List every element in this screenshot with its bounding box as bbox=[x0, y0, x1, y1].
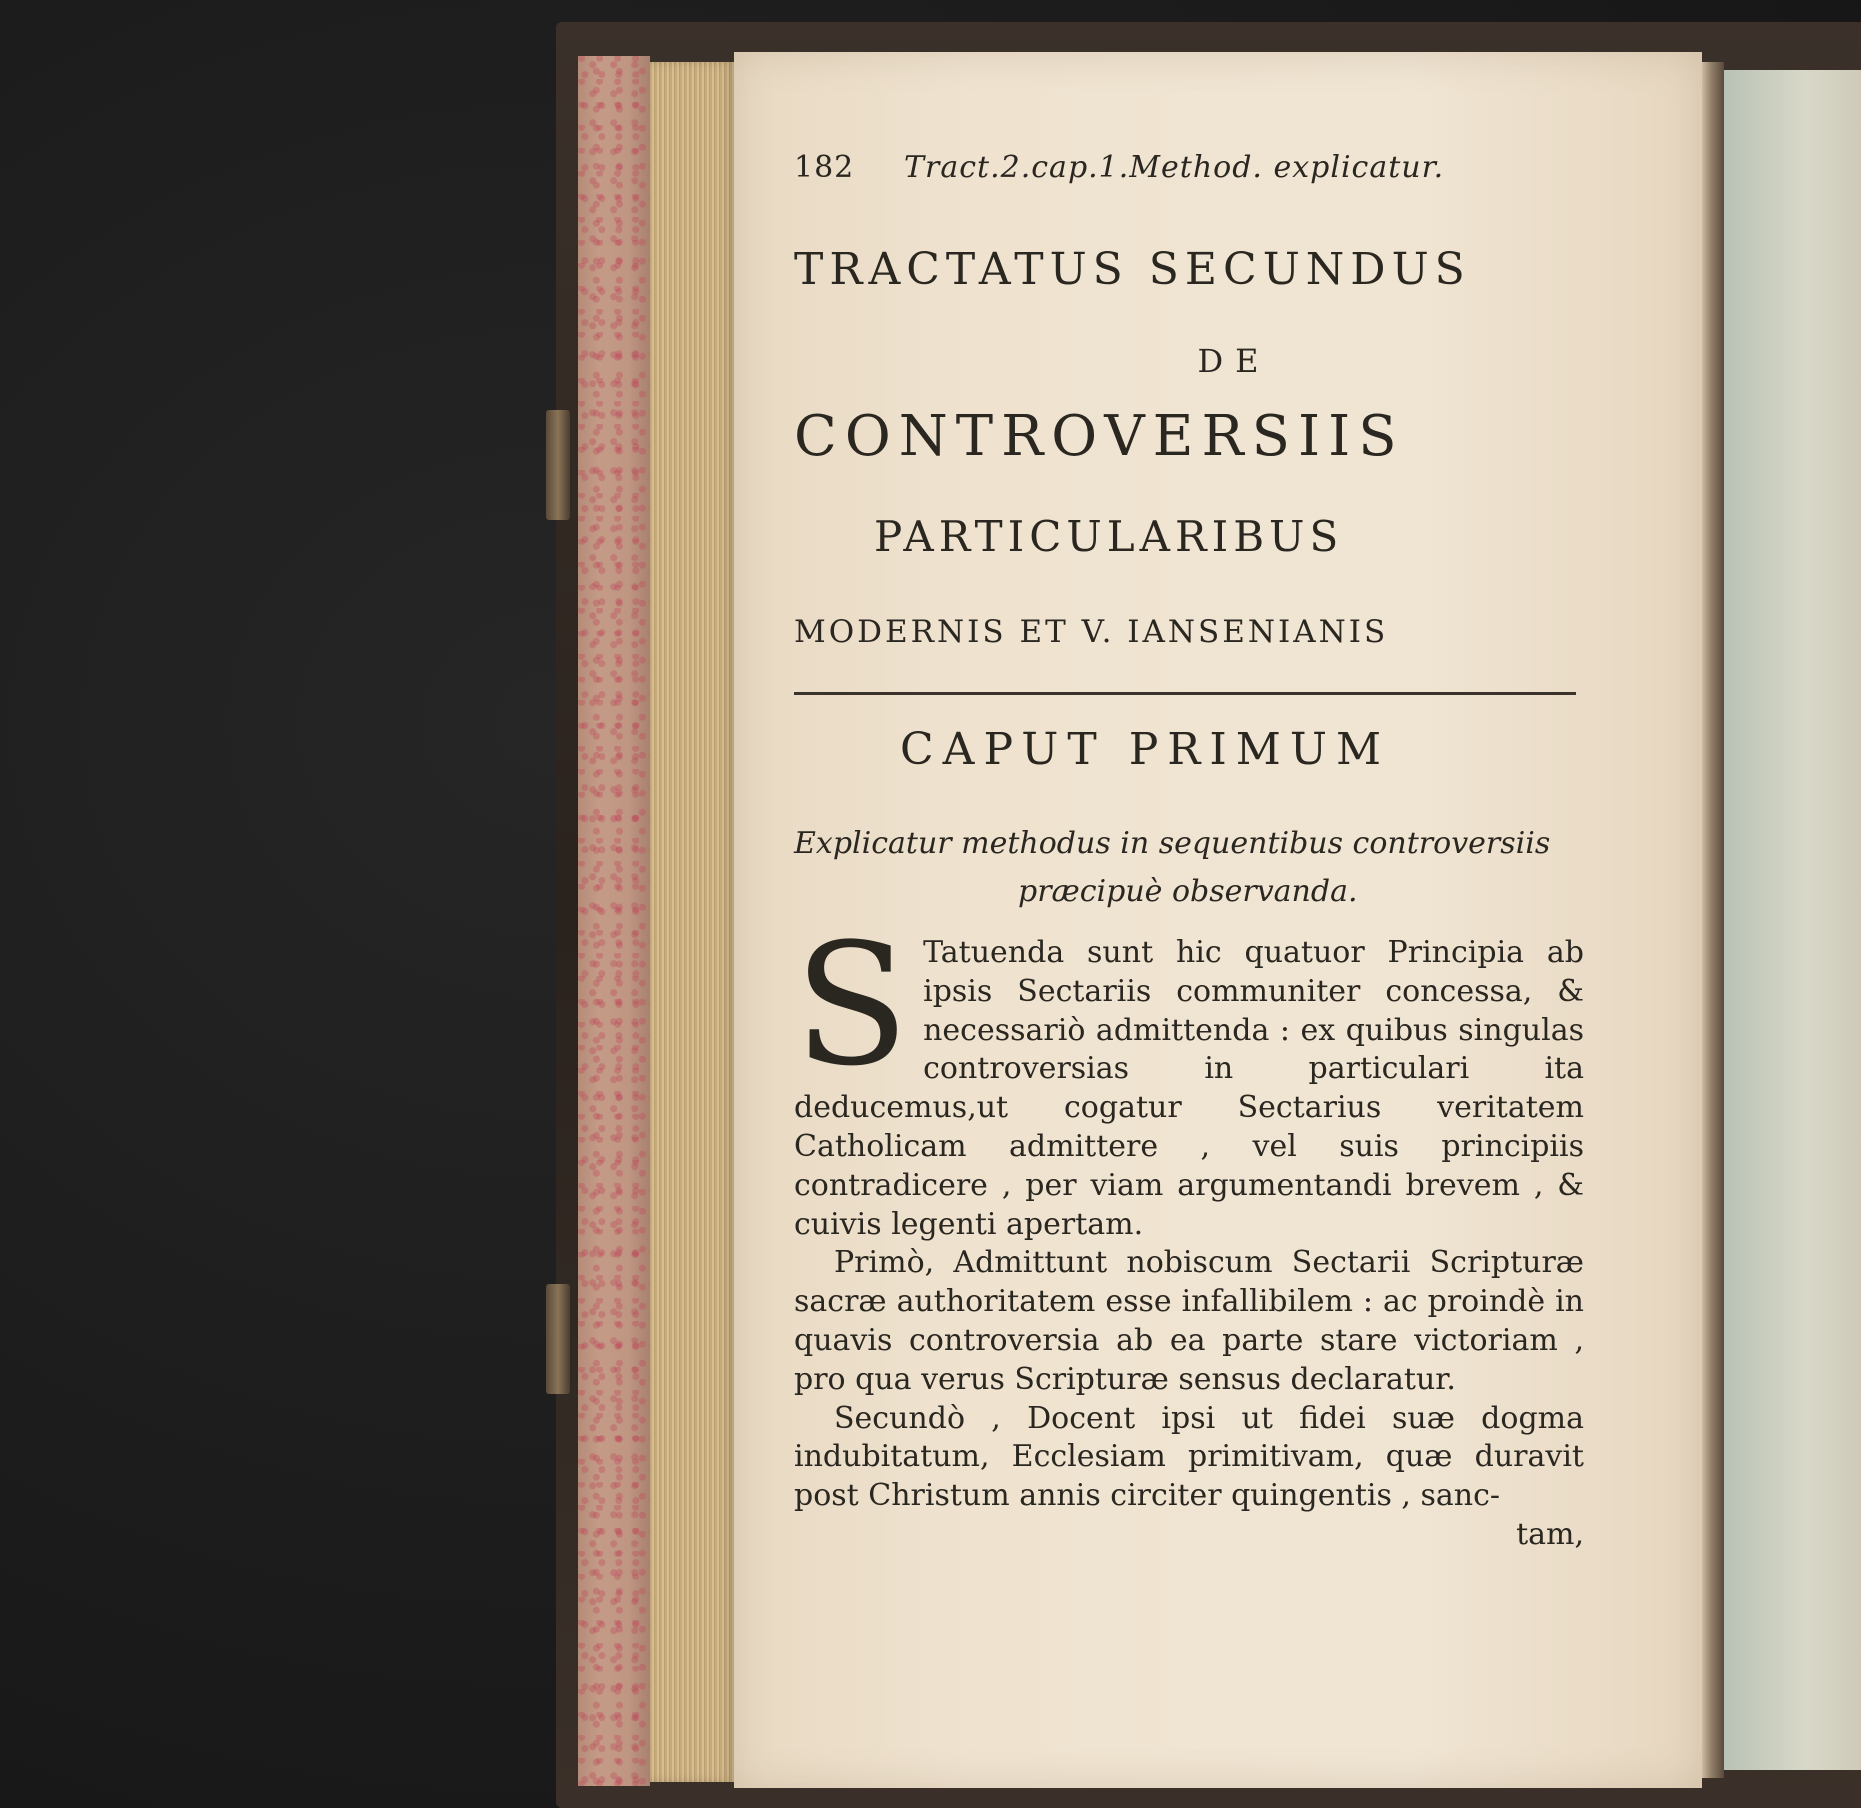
right-page-edge bbox=[1724, 70, 1861, 1770]
page-edges bbox=[650, 62, 734, 1782]
running-head bbox=[794, 150, 1494, 190]
subtitle-line-1: Explicatur methodus in sequentibus controversiis bbox=[794, 826, 1551, 861]
subtitle-line-2: præcipuè observanda. bbox=[1018, 874, 1358, 909]
paragraph-2: Primò, Admittunt nobiscum Sectarii Scripturæ sacræ authoritatem esse infallibilem : ac proindè in quavis controversia ab ea parte stare victoriam , pro qua verus Scripturæ sensus declaratur. bbox=[794, 1245, 1584, 1397]
left-page bbox=[734, 52, 1702, 1788]
clasp-top bbox=[546, 410, 570, 520]
chapter-heading: CAPUT PRIMUM bbox=[900, 724, 1390, 775]
running-head-text: Tract.2.cap.1.Method. explicatur. bbox=[904, 150, 1445, 185]
drop-cap: S bbox=[794, 907, 910, 1103]
title-line-1: TRACTATUS SECUNDUS bbox=[794, 244, 1471, 295]
page-number: 182 bbox=[794, 150, 855, 185]
body-text bbox=[794, 907, 1584, 1555]
chapter-subtitle bbox=[794, 820, 1674, 916]
speckled-fore-edge bbox=[578, 56, 650, 1786]
paragraph-1-text: Tatuenda sunt hic quatuor Principia ab ipsis Sectariis communiter concessa, & necessariò admittenda : ex quibus singulas controversias in particulari ita deducemus,ut cogatur Sectarius veritatem Catholicam admittere , vel suis principiis contradicere , per viam argumentandi brevem , & cuivis legenti apertam. bbox=[794, 935, 1584, 1242]
gutter bbox=[1702, 62, 1724, 1778]
title-line-3: CONTROVERSIIS bbox=[794, 404, 1405, 469]
title-line-2: DE bbox=[1197, 342, 1271, 380]
title-line-5: MODERNIS ET V. IANSENIANIS bbox=[794, 614, 1389, 650]
catchword: tam, bbox=[1516, 1516, 1584, 1552]
title-line-4: PARTICULARIBUS bbox=[874, 512, 1344, 561]
paragraph-3: Secundò , Docent ipsi ut fidei suæ dogma indubitatum, Ecclesiam primitivam, quæ duravit post Christum annis circiter quingentis , sanc- bbox=[794, 1400, 1584, 1514]
book bbox=[556, 22, 1861, 1808]
clasp-bottom bbox=[546, 1284, 570, 1394]
horizontal-rule bbox=[794, 692, 1576, 695]
paragraph-1 bbox=[794, 907, 1584, 1244]
